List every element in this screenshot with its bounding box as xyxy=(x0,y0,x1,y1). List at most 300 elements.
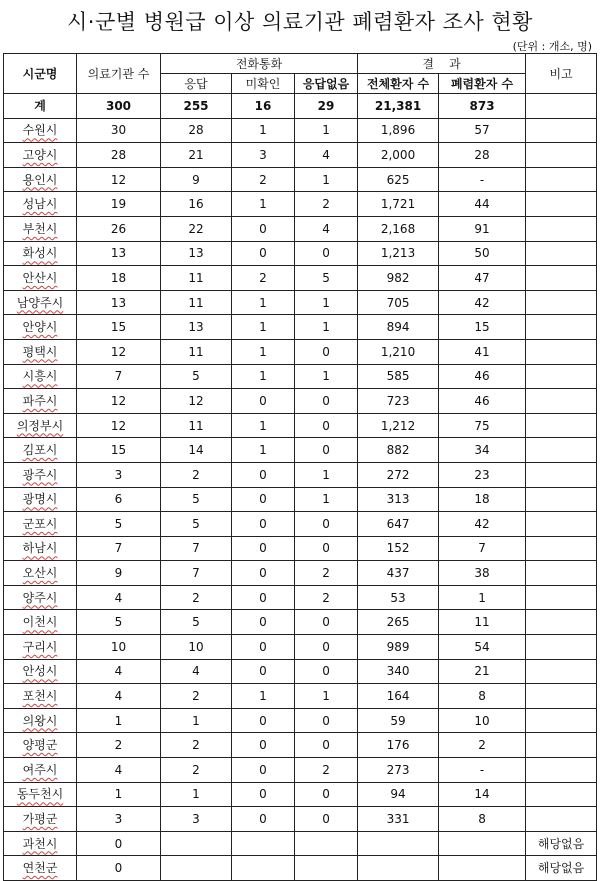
pneumonia-patients-cell: 91 xyxy=(439,216,526,241)
unconfirmed-cell: 0 xyxy=(232,216,295,241)
note-cell xyxy=(526,315,597,340)
responded-cell: 2 xyxy=(161,684,232,709)
note-cell xyxy=(526,561,597,586)
note-cell xyxy=(526,118,597,143)
unconfirmed-cell: 0 xyxy=(232,561,295,586)
pneumonia-patients-cell xyxy=(439,856,526,881)
no-answer-cell: 4 xyxy=(295,216,358,241)
note-cell xyxy=(526,635,597,660)
header-total-patients: 전체환자 수 xyxy=(358,74,439,94)
no-answer-cell: 1 xyxy=(295,462,358,487)
no-answer-cell: 1 xyxy=(295,684,358,709)
unconfirmed-cell: 0 xyxy=(232,733,295,758)
pneumonia-patients-cell: 46 xyxy=(439,389,526,414)
responded-cell: 11 xyxy=(161,266,232,291)
no-answer-cell: 1 xyxy=(295,167,358,192)
pneumonia-patients-cell: 8 xyxy=(439,684,526,709)
unconfirmed-cell: 1 xyxy=(232,315,295,340)
no-answer-cell: 0 xyxy=(295,512,358,537)
unconfirmed-cell: 1 xyxy=(232,290,295,315)
note-cell xyxy=(526,708,597,733)
responded-cell: 11 xyxy=(161,290,232,315)
region-cell: 김포시 xyxy=(4,438,77,463)
no-answer-cell: 0 xyxy=(295,610,358,635)
total-cell: 21,381 xyxy=(358,94,439,119)
unconfirmed-cell: 0 xyxy=(232,610,295,635)
unconfirmed-cell: 0 xyxy=(232,708,295,733)
no-answer-cell: 1 xyxy=(295,487,358,512)
region-cell: 동두천시 xyxy=(4,782,77,807)
region-cell: 광명시 xyxy=(4,487,77,512)
region-cell: 고양시 xyxy=(4,143,77,168)
table-row xyxy=(4,487,597,512)
total-cell: 계 xyxy=(4,94,77,119)
institutions-cell: 4 xyxy=(77,758,161,783)
total-patients-cell: 437 xyxy=(358,561,439,586)
pneumonia-patients-cell: 23 xyxy=(439,462,526,487)
no-answer-cell: 0 xyxy=(295,536,358,561)
pneumonia-patients-cell: 10 xyxy=(439,708,526,733)
pneumonia-patients-cell: 44 xyxy=(439,192,526,217)
pneumonia-patients-cell: 34 xyxy=(439,438,526,463)
pneumonia-patients-cell: 41 xyxy=(439,339,526,364)
region-cell: 의정부시 xyxy=(4,413,77,438)
note-cell xyxy=(526,807,597,832)
table-row xyxy=(4,167,597,192)
no-answer-cell: 0 xyxy=(295,339,358,364)
no-answer-cell: 0 xyxy=(295,635,358,660)
region-cell: 구리시 xyxy=(4,635,77,660)
region-cell: 양주시 xyxy=(4,585,77,610)
unconfirmed-cell: 0 xyxy=(232,585,295,610)
responded-cell: 5 xyxy=(161,487,232,512)
total-cell: 255 xyxy=(161,94,232,119)
institutions-cell: 12 xyxy=(77,339,161,364)
unconfirmed-cell: 1 xyxy=(232,192,295,217)
region-cell: 부천시 xyxy=(4,216,77,241)
total-patients-cell: 1,210 xyxy=(358,339,439,364)
note-cell xyxy=(526,536,597,561)
unconfirmed-cell xyxy=(232,856,295,881)
survey-table xyxy=(3,53,597,881)
no-answer-cell: 2 xyxy=(295,758,358,783)
note-cell: 해당없음 xyxy=(526,831,597,856)
total-patients-cell: 59 xyxy=(358,708,439,733)
total-patients-cell: 882 xyxy=(358,438,439,463)
no-answer-cell: 2 xyxy=(295,585,358,610)
total-patients-cell: 894 xyxy=(358,315,439,340)
note-cell xyxy=(526,290,597,315)
responded-cell: 11 xyxy=(161,413,232,438)
responded-cell: 3 xyxy=(161,807,232,832)
note-cell xyxy=(526,339,597,364)
table-row xyxy=(4,733,597,758)
note-cell xyxy=(526,241,597,266)
table-row xyxy=(4,856,597,881)
region-cell: 가평군 xyxy=(4,807,77,832)
institutions-cell: 0 xyxy=(77,856,161,881)
region-cell: 하남시 xyxy=(4,536,77,561)
unconfirmed-cell: 0 xyxy=(232,807,295,832)
responded-cell: 7 xyxy=(161,561,232,586)
institutions-cell: 28 xyxy=(77,143,161,168)
total-patients-cell: 2,000 xyxy=(358,143,439,168)
pneumonia-patients-cell: - xyxy=(439,758,526,783)
pneumonia-patients-cell: 42 xyxy=(439,512,526,537)
region-cell: 용인시 xyxy=(4,167,77,192)
total-cell: 873 xyxy=(439,94,526,119)
pneumonia-patients-cell: 7 xyxy=(439,536,526,561)
note-cell xyxy=(526,143,597,168)
table-row xyxy=(4,782,597,807)
responded-cell: 11 xyxy=(161,339,232,364)
header-phone-group: 전화통화 xyxy=(161,54,358,74)
institutions-cell: 7 xyxy=(77,364,161,389)
no-answer-cell: 1 xyxy=(295,118,358,143)
region-cell: 수원시 xyxy=(4,118,77,143)
responded-cell: 14 xyxy=(161,438,232,463)
responded-cell xyxy=(161,831,232,856)
institutions-cell: 1 xyxy=(77,782,161,807)
table-row xyxy=(4,389,597,414)
responded-cell: 5 xyxy=(161,610,232,635)
pneumonia-patients-cell: 1 xyxy=(439,585,526,610)
pneumonia-patients-cell: 28 xyxy=(439,143,526,168)
institutions-cell: 1 xyxy=(77,708,161,733)
no-answer-cell: 1 xyxy=(295,315,358,340)
no-answer-cell: 0 xyxy=(295,708,358,733)
no-answer-cell: 5 xyxy=(295,266,358,291)
total-patients-cell: 1,213 xyxy=(358,241,439,266)
institutions-cell: 5 xyxy=(77,610,161,635)
institutions-cell: 4 xyxy=(77,684,161,709)
no-answer-cell: 2 xyxy=(295,561,358,586)
region-cell: 과천시 xyxy=(4,831,77,856)
pneumonia-patients-cell: 8 xyxy=(439,807,526,832)
note-cell xyxy=(526,462,597,487)
note-cell xyxy=(526,167,597,192)
region-cell: 포천시 xyxy=(4,684,77,709)
table-row xyxy=(4,266,597,291)
region-cell: 화성시 xyxy=(4,241,77,266)
note-cell xyxy=(526,585,597,610)
no-answer-cell: 0 xyxy=(295,807,358,832)
total-patients-cell: 585 xyxy=(358,364,439,389)
responded-cell: 12 xyxy=(161,389,232,414)
region-cell: 광주시 xyxy=(4,462,77,487)
note-cell: 해당없음 xyxy=(526,856,597,881)
no-answer-cell: 0 xyxy=(295,413,358,438)
total-patients-cell: 313 xyxy=(358,487,439,512)
table-row xyxy=(4,684,597,709)
pneumonia-patients-cell: 47 xyxy=(439,266,526,291)
institutions-cell: 3 xyxy=(77,807,161,832)
responded-cell: 28 xyxy=(161,118,232,143)
table-row xyxy=(4,413,597,438)
table-row xyxy=(4,438,597,463)
unconfirmed-cell: 0 xyxy=(232,782,295,807)
region-cell: 안산시 xyxy=(4,266,77,291)
unconfirmed-cell: 0 xyxy=(232,659,295,684)
no-answer-cell: 2 xyxy=(295,192,358,217)
unconfirmed-cell: 0 xyxy=(232,462,295,487)
table-row xyxy=(4,192,597,217)
responded-cell: 1 xyxy=(161,782,232,807)
total-row xyxy=(4,94,597,119)
pneumonia-patients-cell: 50 xyxy=(439,241,526,266)
institutions-cell: 5 xyxy=(77,512,161,537)
responded-cell: 10 xyxy=(161,635,232,660)
header-result-group: 결 과 xyxy=(358,54,526,74)
region-cell: 남양주시 xyxy=(4,290,77,315)
header-institutions: 의료기관 수 xyxy=(77,54,161,94)
no-answer-cell xyxy=(295,856,358,881)
institutions-cell: 0 xyxy=(77,831,161,856)
institutions-cell: 13 xyxy=(77,290,161,315)
note-cell xyxy=(526,192,597,217)
region-cell: 이천시 xyxy=(4,610,77,635)
unconfirmed-cell xyxy=(232,831,295,856)
no-answer-cell: 0 xyxy=(295,659,358,684)
no-answer-cell: 4 xyxy=(295,143,358,168)
table-row xyxy=(4,290,597,315)
note-cell xyxy=(526,610,597,635)
institutions-cell: 13 xyxy=(77,241,161,266)
total-patients-cell: 273 xyxy=(358,758,439,783)
header-region: 시군명 xyxy=(4,54,77,94)
pneumonia-patients-cell: 46 xyxy=(439,364,526,389)
pneumonia-patients-cell: 18 xyxy=(439,487,526,512)
institutions-cell: 10 xyxy=(77,635,161,660)
total-patients-cell: 94 xyxy=(358,782,439,807)
unconfirmed-cell: 1 xyxy=(232,118,295,143)
total-patients-cell: 1,896 xyxy=(358,118,439,143)
unconfirmed-cell: 2 xyxy=(232,167,295,192)
unconfirmed-cell: 0 xyxy=(232,758,295,783)
table-row xyxy=(4,216,597,241)
total-patients-cell xyxy=(358,856,439,881)
header-responded: 응답 xyxy=(161,74,232,94)
pneumonia-patients-cell: 15 xyxy=(439,315,526,340)
unconfirmed-cell: 2 xyxy=(232,266,295,291)
table-row xyxy=(4,462,597,487)
institutions-cell: 4 xyxy=(77,659,161,684)
institutions-cell: 30 xyxy=(77,118,161,143)
responded-cell xyxy=(161,856,232,881)
institutions-cell: 19 xyxy=(77,192,161,217)
region-cell: 여주시 xyxy=(4,758,77,783)
region-cell: 시흥시 xyxy=(4,364,77,389)
total-patients-cell: 272 xyxy=(358,462,439,487)
unit-label: (단위 : 개소, 명) xyxy=(512,40,592,53)
note-cell xyxy=(526,512,597,537)
unconfirmed-cell: 1 xyxy=(232,684,295,709)
note-cell xyxy=(526,266,597,291)
institutions-cell: 12 xyxy=(77,167,161,192)
unconfirmed-cell: 0 xyxy=(232,536,295,561)
pneumonia-patients-cell xyxy=(439,831,526,856)
note-cell xyxy=(526,733,597,758)
total-patients-cell: 265 xyxy=(358,610,439,635)
region-cell: 양평군 xyxy=(4,733,77,758)
page-title: 시·군별 병원급 이상 의료기관 폐렴환자 조사 현황 xyxy=(67,10,533,34)
total-patients-cell: 723 xyxy=(358,389,439,414)
note-cell xyxy=(526,364,597,389)
responded-cell: 22 xyxy=(161,216,232,241)
table-row xyxy=(4,143,597,168)
total-cell: 29 xyxy=(295,94,358,119)
table-row xyxy=(4,610,597,635)
no-answer-cell: 0 xyxy=(295,389,358,414)
table-row xyxy=(4,561,597,586)
no-answer-cell: 0 xyxy=(295,438,358,463)
region-cell: 파주시 xyxy=(4,389,77,414)
table-row xyxy=(4,831,597,856)
region-cell: 오산시 xyxy=(4,561,77,586)
responded-cell: 13 xyxy=(161,241,232,266)
table-row xyxy=(4,659,597,684)
region-cell: 성남시 xyxy=(4,192,77,217)
no-answer-cell: 0 xyxy=(295,241,358,266)
total-patients-cell xyxy=(358,831,439,856)
institutions-cell: 2 xyxy=(77,733,161,758)
responded-cell: 5 xyxy=(161,364,232,389)
responded-cell: 16 xyxy=(161,192,232,217)
pneumonia-patients-cell: 21 xyxy=(439,659,526,684)
region-cell: 연천군 xyxy=(4,856,77,881)
table-row xyxy=(4,118,597,143)
region-cell: 안양시 xyxy=(4,315,77,340)
table-row xyxy=(4,708,597,733)
institutions-cell: 12 xyxy=(77,413,161,438)
responded-cell: 2 xyxy=(161,585,232,610)
pneumonia-patients-cell: 54 xyxy=(439,635,526,660)
institutions-cell: 3 xyxy=(77,462,161,487)
responded-cell: 4 xyxy=(161,659,232,684)
responded-cell: 9 xyxy=(161,167,232,192)
table-row xyxy=(4,364,597,389)
note-cell xyxy=(526,216,597,241)
responded-cell: 5 xyxy=(161,512,232,537)
table-row xyxy=(4,807,597,832)
pneumonia-patients-cell: 2 xyxy=(439,733,526,758)
unconfirmed-cell: 1 xyxy=(232,339,295,364)
total-patients-cell: 1,212 xyxy=(358,413,439,438)
table-row xyxy=(4,758,597,783)
institutions-cell: 4 xyxy=(77,585,161,610)
region-cell: 군포시 xyxy=(4,512,77,537)
region-cell: 의왕시 xyxy=(4,708,77,733)
total-patients-cell: 53 xyxy=(358,585,439,610)
institutions-cell: 15 xyxy=(77,438,161,463)
institutions-cell: 15 xyxy=(77,315,161,340)
unconfirmed-cell: 0 xyxy=(232,487,295,512)
total-patients-cell: 982 xyxy=(358,266,439,291)
unconfirmed-cell: 0 xyxy=(232,389,295,414)
unconfirmed-cell: 3 xyxy=(232,143,295,168)
total-patients-cell: 164 xyxy=(358,684,439,709)
table-row xyxy=(4,585,597,610)
responded-cell: 21 xyxy=(161,143,232,168)
total-patients-cell: 152 xyxy=(358,536,439,561)
region-cell: 안성시 xyxy=(4,659,77,684)
unconfirmed-cell: 0 xyxy=(232,635,295,660)
table-row xyxy=(4,315,597,340)
pneumonia-patients-cell: 11 xyxy=(439,610,526,635)
institutions-cell: 18 xyxy=(77,266,161,291)
pneumonia-patients-cell: 14 xyxy=(439,782,526,807)
no-answer-cell: 0 xyxy=(295,782,358,807)
table-row xyxy=(4,512,597,537)
responded-cell: 2 xyxy=(161,462,232,487)
pneumonia-patients-cell: - xyxy=(439,167,526,192)
responded-cell: 2 xyxy=(161,758,232,783)
table-row xyxy=(4,635,597,660)
note-cell xyxy=(526,389,597,414)
unconfirmed-cell: 1 xyxy=(232,438,295,463)
unconfirmed-cell: 0 xyxy=(232,241,295,266)
note-cell xyxy=(526,684,597,709)
total-patients-cell: 705 xyxy=(358,290,439,315)
total-patients-cell: 647 xyxy=(358,512,439,537)
table-row xyxy=(4,339,597,364)
total-cell: 300 xyxy=(77,94,161,119)
total-cell: 16 xyxy=(232,94,295,119)
total-patients-cell: 1,721 xyxy=(358,192,439,217)
header-no-answer: 응답없음 xyxy=(295,74,358,94)
table-row xyxy=(4,241,597,266)
note-cell xyxy=(526,782,597,807)
responded-cell: 7 xyxy=(161,536,232,561)
pneumonia-patients-cell: 57 xyxy=(439,118,526,143)
total-patients-cell: 989 xyxy=(358,635,439,660)
responded-cell: 2 xyxy=(161,733,232,758)
unconfirmed-cell: 0 xyxy=(232,512,295,537)
responded-cell: 13 xyxy=(161,315,232,340)
no-answer-cell: 1 xyxy=(295,290,358,315)
note-cell xyxy=(526,758,597,783)
total-patients-cell: 176 xyxy=(358,733,439,758)
note-cell xyxy=(526,438,597,463)
header-note: 비고 xyxy=(526,54,597,94)
institutions-cell: 12 xyxy=(77,389,161,414)
pneumonia-patients-cell: 42 xyxy=(439,290,526,315)
note-cell xyxy=(526,413,597,438)
note-cell xyxy=(526,487,597,512)
total-patients-cell: 2,168 xyxy=(358,216,439,241)
institutions-cell: 9 xyxy=(77,561,161,586)
no-answer-cell: 1 xyxy=(295,364,358,389)
note-cell xyxy=(526,659,597,684)
header-unconfirmed: 미확인 xyxy=(232,74,295,94)
total-patients-cell: 331 xyxy=(358,807,439,832)
table-row xyxy=(4,536,597,561)
pneumonia-patients-cell: 38 xyxy=(439,561,526,586)
responded-cell: 1 xyxy=(161,708,232,733)
institutions-cell: 7 xyxy=(77,536,161,561)
header-pneumonia-patients: 폐렴환자 수 xyxy=(439,74,526,94)
no-answer-cell xyxy=(295,831,358,856)
region-cell: 평택시 xyxy=(4,339,77,364)
total-patients-cell: 340 xyxy=(358,659,439,684)
total-cell xyxy=(526,94,597,119)
pneumonia-patients-cell: 75 xyxy=(439,413,526,438)
unconfirmed-cell: 1 xyxy=(232,413,295,438)
no-answer-cell: 0 xyxy=(295,733,358,758)
institutions-cell: 6 xyxy=(77,487,161,512)
total-patients-cell: 625 xyxy=(358,167,439,192)
institutions-cell: 26 xyxy=(77,216,161,241)
